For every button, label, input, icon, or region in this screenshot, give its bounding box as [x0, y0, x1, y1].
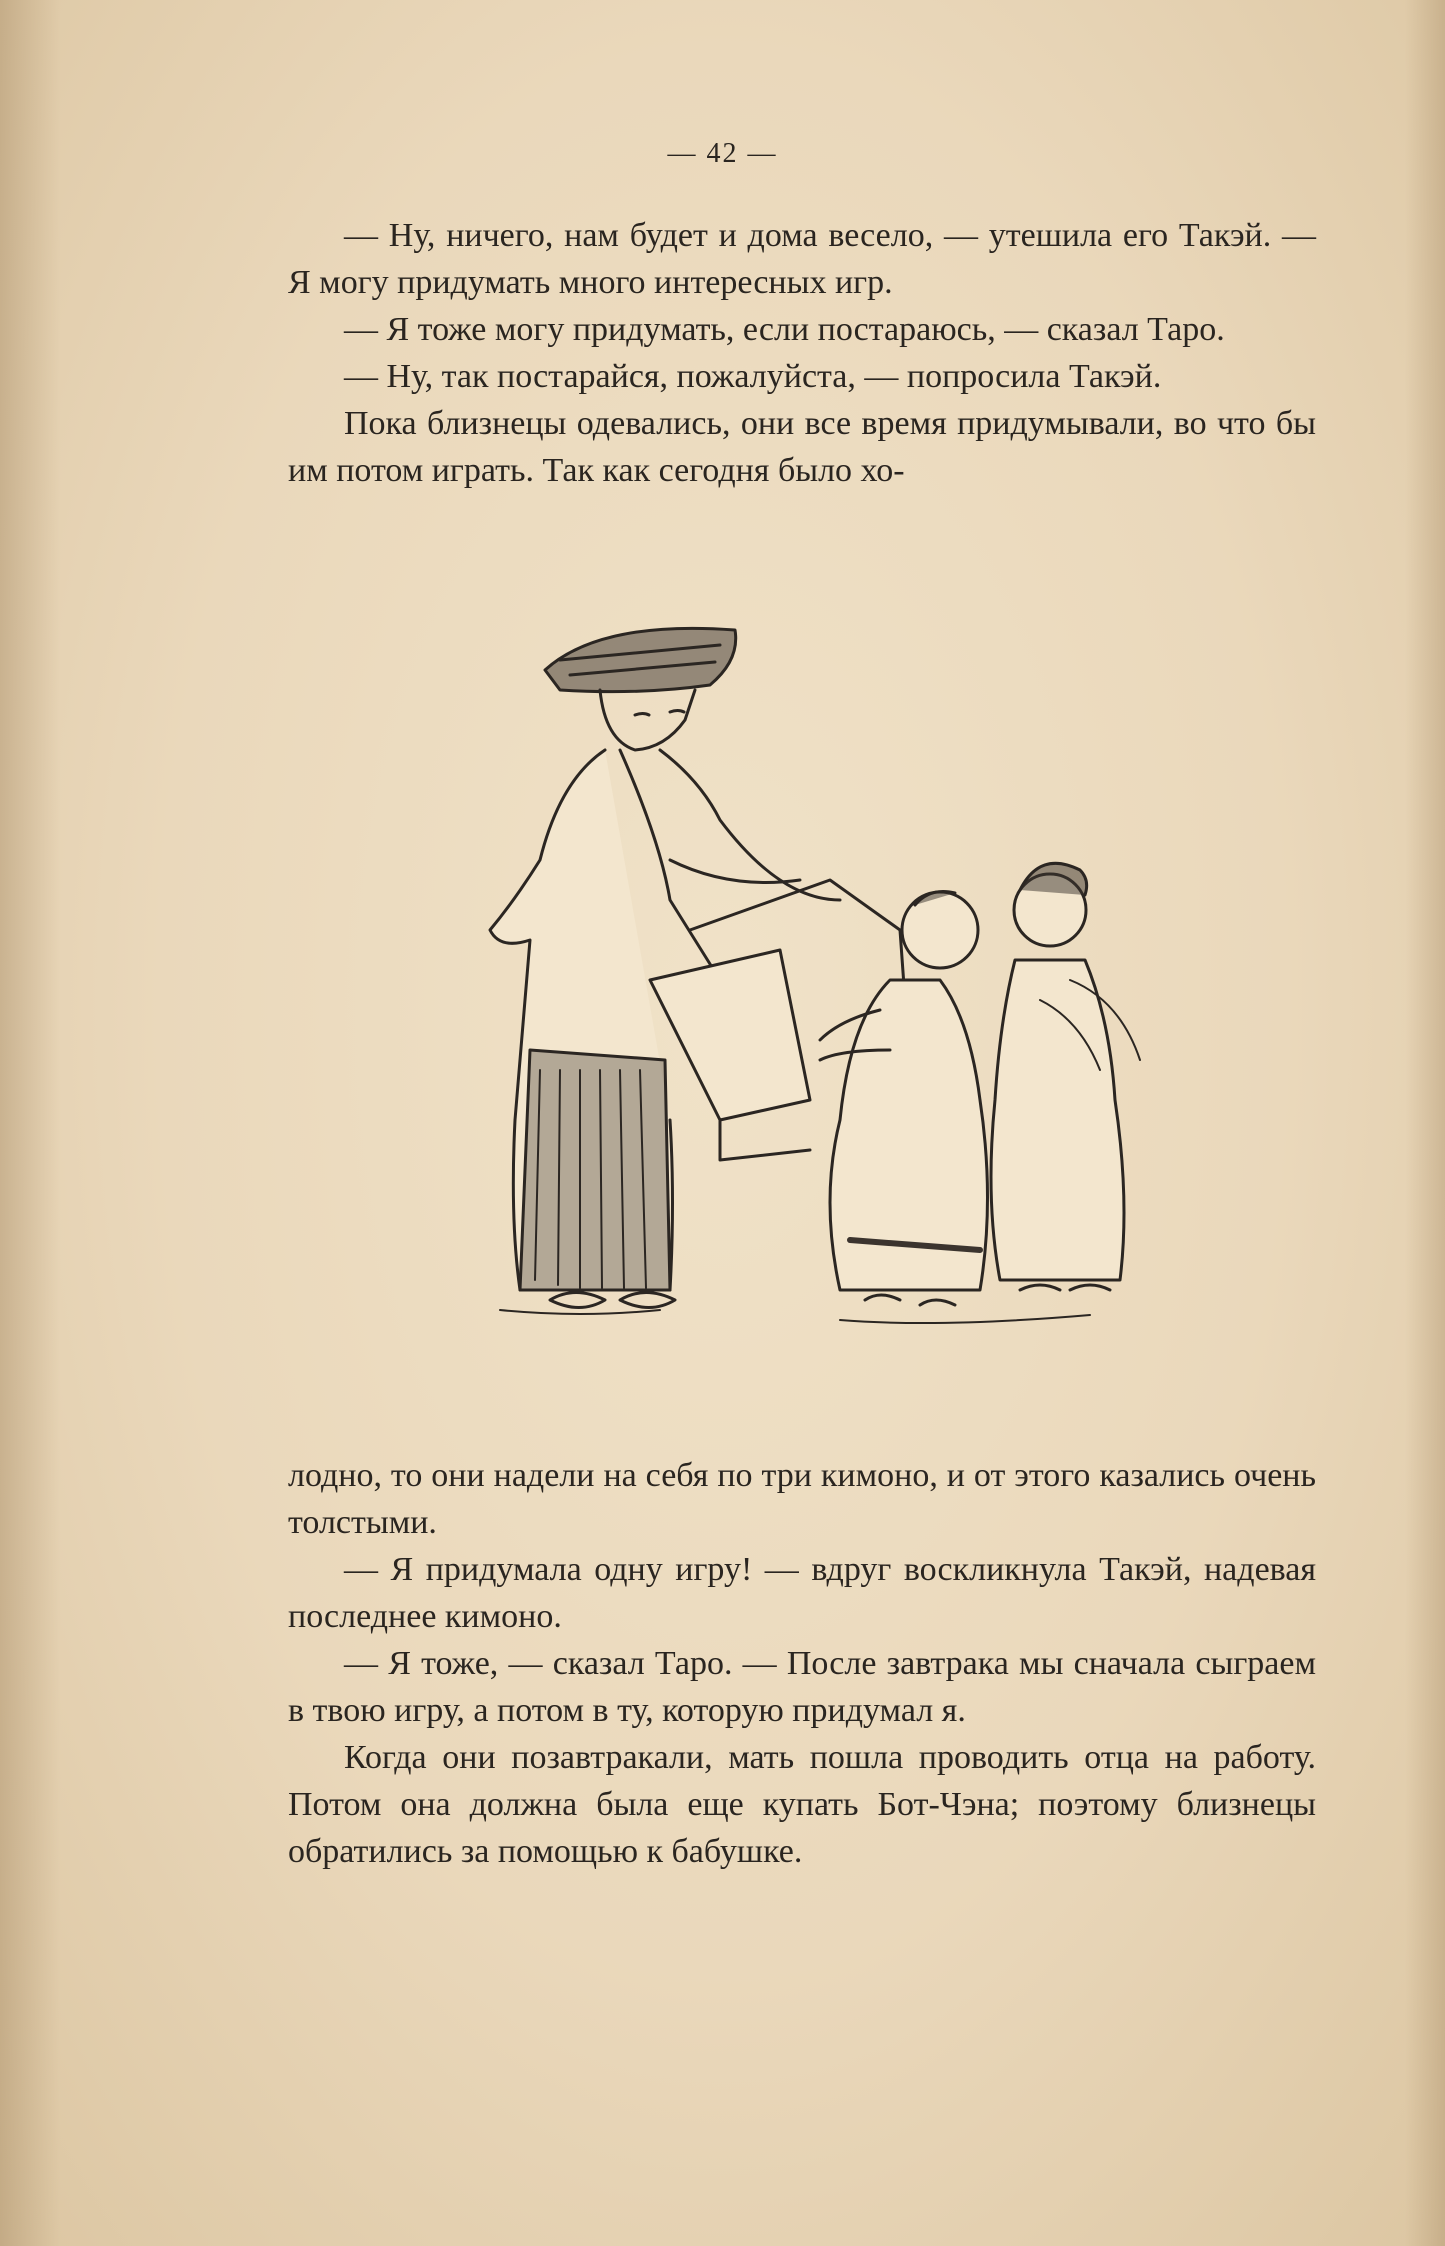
paragraph: — Я придумала одну игру! — вдруг воскликнула Такэй, надевая последнее кимоно.: [288, 1551, 1316, 1635]
paragraph: — Я тоже, — сказал Таро. — После завтрака мы сначала сыграем в твою игру, а потом в ту, которую придумал я.: [288, 1645, 1316, 1729]
grandmother-figure: [490, 628, 840, 1307]
page-edge-shadow-left: [0, 0, 60, 2246]
girl-figure: [991, 863, 1140, 1290]
ink-sketch-icon: [420, 600, 1170, 1400]
page-number: — 42 —: [667, 138, 778, 169]
paragraph: Когда они позавтракали, мать пошла проводить отца на работу. Потом она должна была еще купать Бот-Чэна; поэтому близнецы обратились за помощью к бабушке.: [288, 1739, 1316, 1870]
text-block-bottom: [288, 1452, 1316, 1875]
paragraph: — Ну, ничего, нам будет и дома весело, — утешила его Такэй. — Я могу придумать много интересных игр.: [288, 217, 1316, 301]
page-edge-shadow-right: [1405, 0, 1445, 2246]
paragraph: Пока близнецы одевались, они все время придумывали, во что бы им потом играть. Так как сегодня было хо-: [288, 405, 1316, 489]
paragraph: — Ну, так постарайся, пожалуйста, — попросила Такэй.: [344, 358, 1162, 395]
illustration: [420, 600, 1170, 1400]
boy-figure: [820, 892, 988, 1306]
text-block-top: [288, 212, 1316, 494]
paragraph: лодно, то они надели на себя по три кимоно, и от этого казались очень толстыми.: [288, 1457, 1316, 1541]
paragraph: — Я тоже могу придумать, если постараюсь, — сказал Таро.: [344, 311, 1225, 348]
